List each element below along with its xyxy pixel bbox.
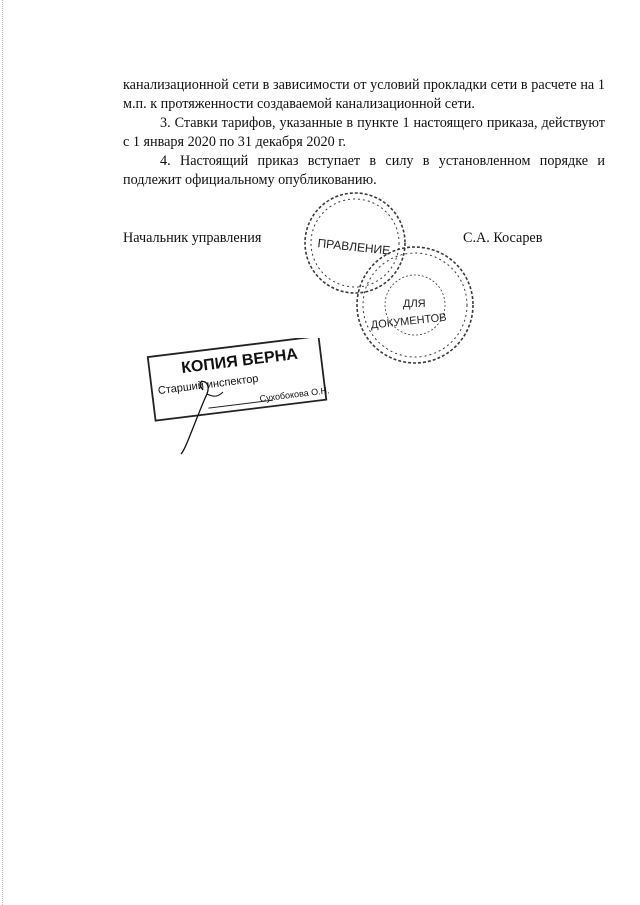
stamp-person: Сухобокова О.Н. [259,385,331,404]
seal-center-word: ПРАВЛЕНИЕ [316,236,391,258]
stamp-position: Старший инспектор [157,372,260,398]
signatory-title: Начальник управления [123,230,262,246]
seal-lower-word-1: ДЛЯ [403,298,426,310]
paragraph-3: 3. Ставки тарифов, указанные в пункте 1 настоящего приказа, действуют с 1 января 2020 по 31 декабря 2020 г. [123,115,605,150]
scan-edge-dots [2,0,9,905]
document-body [123,76,605,190]
copy-certified-stamp [145,338,335,458]
stamp-heading: КОПИЯ ВЕРНА [180,345,299,378]
paragraph-continuation: канализационной сети в зависимости от условий прокладки сети в расчете на 1 м.п. к протяженности создаваемой канализационной сети. [123,77,605,112]
signature-flourish-icon [207,392,223,396]
seal-lower-word-2: ДОКУМЕНТОВ [370,311,448,332]
paragraph-4: 4. Настоящий приказ вступает в силу в установленном порядке и подлежит официальному опубликованию. [123,153,605,188]
signatory-name: С.А. Косарев [463,230,543,246]
